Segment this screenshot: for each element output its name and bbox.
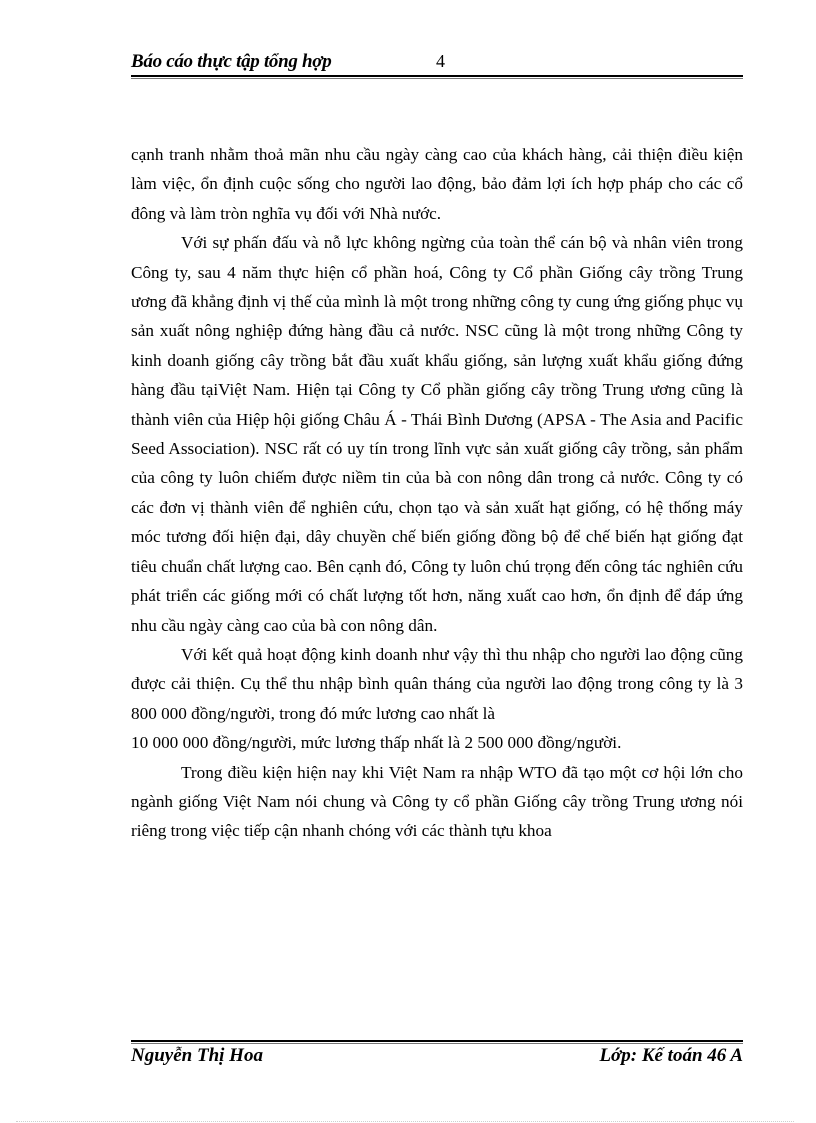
paragraph-3: Với kết quả hoạt động kinh doanh như vậy thì thu nhập cho người lao động cũng được cải thiện. Cụ thể thu nhập bình quân tháng của người lao động trong công ty là 3 800 000 đồng/người, trong đó mức lương cao nhất là — [131, 644, 743, 723]
page-footer — [131, 1040, 743, 1074]
header-divider — [131, 75, 743, 77]
header-title: Báo cáo thực tập tổng hợp — [131, 51, 332, 72]
paragraph-2: Với sự phấn đấu và nỗ lực không ngừng của toàn thể cán bộ và nhân viên trong Công ty, sau 4 năm thực hiện cổ phần hoá, Công ty Cổ phần Giống cây trồng Trung ương đã khẳng định vị thế của mình là một trong những công ty cung ứng giống phục vụ sản xuất nông nghiệp đứng hàng đầu cả nước. NSC cũng là một trong những Công ty kinh doanh giống cây trồng bắt đầu xuất khẩu giống, sản lượng xuất khẩu giống đứng hàng đầu tạiViệt Nam. Hiện tại Công ty Cổ phần giống cây trồng Trung ương cũng là thành viên của Hiệp hội giống Châu Á - Thái Bình Dương (APSA - The Asia and Pacific Seed Association). NSC rất có uy tín trong lĩnh vực sản xuất giống cây trồng, sản phẩm của công ty luôn chiếm được niềm tin của bà con nông dân trong cả nước. Công ty có các đơn vị thành viên để nghiên cứu, chọn tạo và sản xuất hạt giống, có hệ thống máy móc tương đối hiện đại, dây chuyền chế biến giống đồng bộ để chế biến hạt giống đạt tiêu chuẩn chất lượng cao. Bên cạnh đó, Công ty luôn chú trọng đến công tác nghiên cứu phát triển các giống mới có chất lượng tốt hơn, năng xuất cao hơn, ổn định để đáp ứng nhu cầu ngày càng cao của bà con nông dân. — [131, 233, 743, 635]
footer-divider — [131, 1040, 743, 1042]
footer-author: Nguyễn Thị Hoa — [131, 1045, 263, 1066]
paragraph-1: cạnh tranh nhằm thoả mãn nhu cầu ngày càng cao của khách hàng, cải thiện điều kiện làm việc, ổn định cuộc sống cho người lao động, bảo đảm lợi ích hợp pháp cho các cổ đông và làm tròn nghĩa vụ đối với Nhà nước. — [131, 145, 743, 223]
document-body — [131, 140, 743, 846]
page-header — [131, 48, 743, 78]
page-number: 4 — [436, 51, 445, 71]
page-boundary — [16, 1121, 794, 1122]
footer-class: Lớp: Kế toán 46 A — [599, 1045, 743, 1066]
paragraph-3-continuation: 10 000 000 đồng/người, mức lương thấp nhất là 2 500 000 đồng/người. — [131, 733, 622, 753]
paragraph-4: Trong điều kiện hiện nay khi Việt Nam ra nhập WTO đã tạo một cơ hội lớn cho ngành giống Việt Nam nói chung và Công ty cổ phần Giống cây trồng Trung ương nói riêng trong việc tiếp cận nhanh chóng với các thành tựu khoa — [131, 762, 743, 841]
